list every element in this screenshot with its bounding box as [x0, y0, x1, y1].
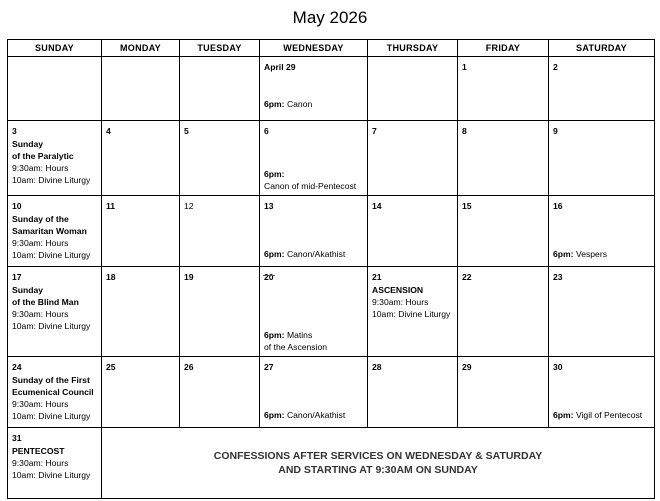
feast-name: Sunday of the First — [12, 375, 90, 385]
day-number: 30 — [553, 362, 563, 372]
day-cell — [260, 196, 368, 267]
service-line: 10am: Divine Liturgy — [12, 250, 91, 260]
day-cell — [180, 57, 260, 121]
day-number: April 29 — [264, 62, 296, 72]
day-number: 22 — [462, 272, 472, 282]
day-number: 17 — [12, 272, 22, 282]
feast-name: Samaritan Woman — [12, 226, 87, 236]
day-cell — [368, 196, 458, 267]
day-cell — [102, 357, 180, 428]
day-cell — [260, 121, 368, 196]
day-number: 4 — [106, 126, 111, 136]
week-row — [8, 196, 655, 267]
day-cell — [8, 428, 102, 499]
day-cell — [102, 121, 180, 196]
day-cell — [549, 267, 655, 357]
day-cell — [8, 121, 102, 196]
week-row — [8, 428, 655, 499]
service-line: 9:30am: Hours — [372, 297, 429, 307]
day-cell — [368, 121, 458, 196]
calendar-title: May 2026 — [292, 8, 368, 27]
day-number: 7 — [372, 126, 377, 136]
day-number: 12 — [184, 201, 194, 211]
weekday-header-row — [8, 40, 655, 57]
day-number: 6 — [264, 126, 269, 136]
day-cell — [458, 57, 549, 121]
day-number: 27 — [264, 362, 274, 372]
confession-notice — [102, 428, 655, 499]
day-number: 1 — [462, 62, 467, 72]
day-number: 19 — [184, 272, 194, 282]
day-cell — [549, 121, 655, 196]
service-line: 10am: Divine Liturgy — [12, 175, 91, 185]
day-number: 10 — [12, 201, 22, 211]
service-line: 9:30am: Hours — [12, 309, 69, 319]
day-number: 25 — [106, 362, 116, 372]
day-number: 2 — [553, 62, 558, 72]
service-label: Canon/Akathist — [286, 249, 346, 259]
service-time: 6pm: — [264, 249, 285, 259]
day-number: 20 — [264, 272, 274, 282]
service-label: Canon/Akathist — [286, 410, 346, 420]
feast-name: of the Paralytic — [12, 151, 74, 161]
notice-line: CONFESSIONS AFTER SERVICES ON WEDNESDAY & SATURDAY — [213, 450, 543, 462]
service-time: 6pm: — [264, 99, 285, 109]
service-time: 6pm: — [553, 410, 574, 420]
weekday-header: MONDAY — [102, 40, 180, 57]
day-cell — [368, 267, 458, 357]
feast-name: ASCENSION — [372, 285, 424, 295]
feast-name: Ecumenical Council — [12, 387, 94, 397]
service-line: 10am: Divine Liturgy — [12, 470, 91, 480]
feast-name: Sunday — [12, 139, 44, 149]
day-number: 31 — [12, 433, 22, 443]
service-label: Matins — [286, 330, 313, 340]
day-number: 8 — [462, 126, 467, 136]
service-label: Vespers — [575, 249, 607, 259]
service-line: 10am: Divine Liturgy — [12, 321, 91, 331]
day-number: 24 — [12, 362, 22, 372]
day-cell — [8, 357, 102, 428]
notice-line: AND STARTING AT 9:30AM ON SUNDAY — [278, 464, 478, 476]
service-label: Vigil of Pentecost — [575, 410, 643, 420]
service-line: 10am: Divine Liturgy — [372, 309, 451, 319]
day-number: 11 — [106, 201, 116, 211]
week-row — [8, 121, 655, 196]
day-cell — [8, 196, 102, 267]
service-line: 9:30am: Hours — [12, 399, 69, 409]
day-cell — [549, 196, 655, 267]
day-cell — [458, 267, 549, 357]
day-cell — [549, 57, 655, 121]
week-row — [8, 267, 655, 357]
day-cell — [180, 267, 260, 357]
day-number: 16 — [553, 201, 563, 211]
service-label: Canon — [286, 99, 313, 109]
day-cell — [260, 57, 368, 121]
day-cell — [8, 57, 102, 121]
day-number: 13 — [264, 201, 274, 211]
service-time: 6pm: — [264, 330, 285, 340]
day-cell — [8, 267, 102, 357]
service-time: 6pm: — [553, 249, 574, 259]
day-cell — [458, 121, 549, 196]
weekday-header: SATURDAY — [549, 40, 655, 57]
day-cell — [458, 196, 549, 267]
feast-name: PENTECOST — [12, 446, 65, 456]
weekday-header: SUNDAY — [8, 40, 102, 57]
day-number: 14 — [372, 201, 382, 211]
day-number: 15 — [462, 201, 472, 211]
day-number: 18 — [106, 272, 116, 282]
weekday-header: WEDNESDAY — [260, 40, 368, 57]
service-time: 6pm: — [264, 410, 285, 420]
day-cell — [180, 357, 260, 428]
day-cell — [260, 267, 368, 357]
service-label: Canon of mid-Pentecost — [264, 181, 357, 191]
service-line: 9:30am: Hours — [12, 163, 69, 173]
day-number: 3 — [12, 126, 17, 136]
service-line: 9:30am: Hours — [12, 458, 69, 468]
week-row — [8, 357, 655, 428]
day-cell — [180, 196, 260, 267]
day-cell — [102, 267, 180, 357]
day-number: 29 — [462, 362, 472, 372]
service-label: of the Ascension — [264, 342, 328, 352]
day-number: 21 — [372, 272, 382, 282]
day-cell — [102, 57, 180, 121]
feast-name: Sunday — [12, 285, 44, 295]
week-row — [8, 57, 655, 121]
weekday-header: FRIDAY — [458, 40, 549, 57]
weekday-header: THURSDAY — [368, 40, 458, 57]
day-number: 28 — [372, 362, 382, 372]
feast-name: of the Blind Man — [12, 297, 79, 307]
day-number: 26 — [184, 362, 194, 372]
day-cell — [180, 121, 260, 196]
day-cell — [549, 357, 655, 428]
service-line: 9:30am: Hours — [12, 238, 69, 248]
service-time: 6pm: — [264, 169, 285, 179]
day-cell — [368, 57, 458, 121]
feast-name: Sunday of the — [12, 214, 69, 224]
day-cell — [102, 196, 180, 267]
day-number: 23 — [553, 272, 563, 282]
weekday-header: TUESDAY — [180, 40, 260, 57]
day-cell — [368, 357, 458, 428]
day-number: 5 — [184, 126, 189, 136]
day-cell — [260, 357, 368, 428]
service-line: 10am: Divine Liturgy — [12, 411, 91, 421]
day-number: 9 — [553, 126, 558, 136]
day-cell — [458, 357, 549, 428]
calendar-grid — [7, 39, 655, 499]
